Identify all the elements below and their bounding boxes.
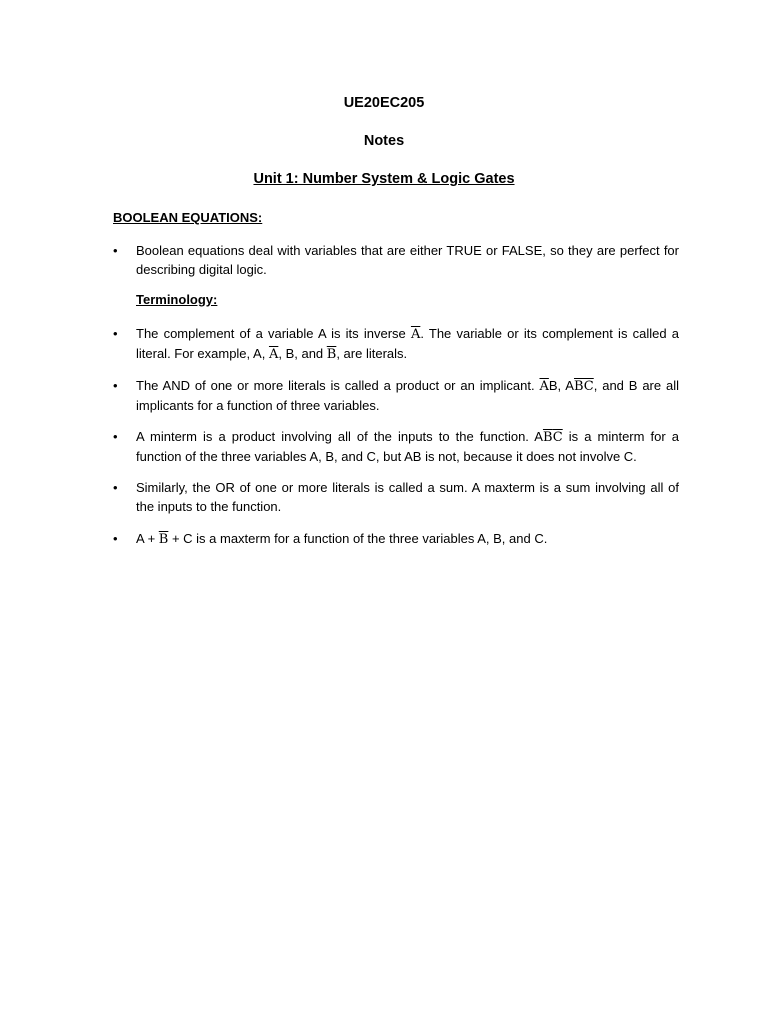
term-text-part: B, A <box>548 378 574 393</box>
complement-symbol: $\overline{A}$ <box>539 379 549 394</box>
bullet-marker: • <box>113 429 118 444</box>
document-type: Notes <box>363 133 405 149</box>
complement-symbol: $\overline{BC}$ <box>573 379 594 394</box>
term-text-part: is a minterm for a function of the three variables A, B, and C, but AB is not, because it does not involve C. <box>136 429 679 464</box>
complement-symbol: $\overline{B}$ <box>542 430 553 445</box>
term-text-part: . The variable or its complement is called a literal. For example, A, <box>136 326 679 361</box>
complement-symbol: $\overline{B}$ <box>158 532 169 547</box>
term-text-part: A minterm is a product involving all of the inputs to the function. A <box>136 429 543 444</box>
term-text-part: A + <box>136 531 159 546</box>
terminology-heading: Terminology: <box>136 292 218 307</box>
term-text <box>136 478 679 516</box>
term-text <box>136 376 679 415</box>
term-text <box>136 529 679 549</box>
complement-symbol: $\overline{B}$ <box>326 347 337 362</box>
term-text-part: + C is a maxterm for a function of the three variables A, B, and C. <box>168 531 548 546</box>
term-text <box>136 324 679 364</box>
bullet-marker: • <box>113 531 118 546</box>
term-text-part: The AND of one or more literals is called a product or an implicant. <box>136 378 540 393</box>
unit-title: Unit 1: Number System & Logic Gates <box>253 171 515 187</box>
complement-symbol: $\overline{C}$ <box>552 430 563 445</box>
term-text-part: The complement of a variable A is its inverse <box>136 326 411 341</box>
bullet-marker: • <box>113 378 118 393</box>
bullet-marker: • <box>113 243 118 258</box>
term-text <box>136 427 679 466</box>
bullet-marker: • <box>113 480 118 495</box>
course-code: UE20EC205 <box>343 95 425 111</box>
intro-text: Boolean equations deal with variables that are either TRUE or FALSE, so they are perfect for describing digital logic. <box>136 243 679 277</box>
term-text-part: , and B are all implicants for a function of three variables. <box>136 378 679 413</box>
complement-symbol: $\overline{A}$ <box>410 327 421 342</box>
section-heading: BOOLEAN EQUATIONS: <box>113 210 263 225</box>
term-text-part: Similarly, the OR of one or more literals is called a sum. A maxterm is a sum involving all of the inputs to the function. <box>136 480 679 514</box>
term-text-part: , B, and <box>278 346 327 361</box>
complement-symbol: $\overline{A}$ <box>268 347 279 362</box>
term-text-part: , are literals. <box>336 346 408 361</box>
bullet-marker: • <box>113 326 118 341</box>
